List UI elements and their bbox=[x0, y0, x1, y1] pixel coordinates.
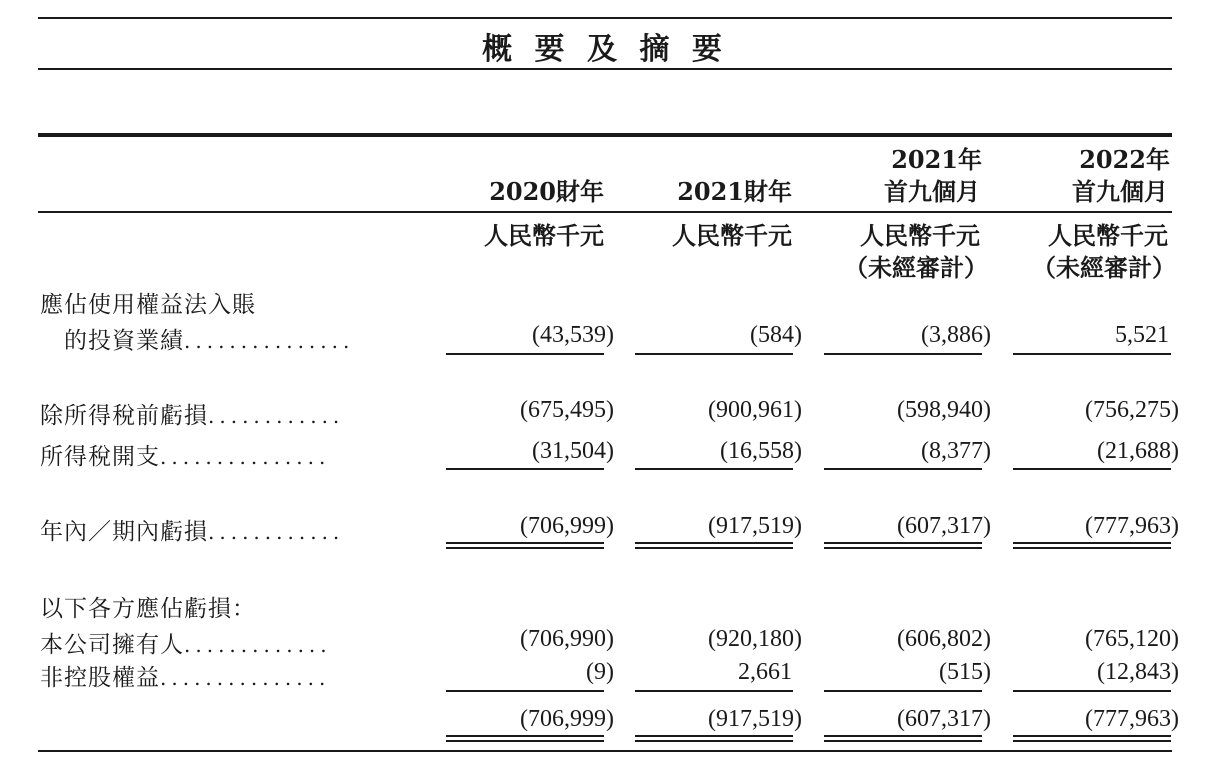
col-2-unit: 人民幣千元 bbox=[672, 221, 792, 250]
subtotal-rule bbox=[446, 690, 604, 692]
double-rule-bottom bbox=[446, 547, 604, 549]
row-label-equity-method-line2 bbox=[64, 322, 354, 355]
cell-owners-2020: (706,990) bbox=[520, 626, 614, 652]
cell-equity-2020: (43,539) bbox=[532, 322, 614, 348]
cell-owners-9m2021: (606,802) bbox=[897, 626, 991, 652]
double-rule-top bbox=[446, 542, 604, 544]
row-label-equity-method-line1: 應佔使用權益法入賬 bbox=[40, 292, 256, 318]
cell-equity-9m2021: (3,886) bbox=[921, 322, 991, 348]
cell-equity-2021: (584) bbox=[750, 322, 802, 348]
col-4-note: （未經審計） bbox=[1032, 253, 1176, 282]
subtotal-rule bbox=[824, 353, 982, 355]
subtotal-rule bbox=[446, 353, 604, 355]
row-label-income-tax bbox=[40, 438, 330, 471]
cell-nci-2020: (9) bbox=[586, 659, 614, 685]
col-4-year: 2022年 bbox=[1079, 145, 1170, 174]
col-3-period: 首九個月 bbox=[884, 177, 980, 206]
col-1-period: 2020財年 bbox=[489, 177, 604, 206]
cell-owners-9m2022: (765,120) bbox=[1085, 626, 1179, 652]
double-rule-bottom bbox=[1013, 547, 1171, 549]
cell-total-2020: (706,999) bbox=[520, 706, 614, 732]
double-rule-bottom bbox=[824, 740, 982, 742]
cell-equity-9m2022: 5,521 bbox=[1115, 322, 1169, 348]
title-underline bbox=[38, 68, 1172, 70]
col-3-unit: 人民幣千元 bbox=[860, 221, 980, 250]
col-4-period: 首九個月 bbox=[1072, 177, 1168, 206]
cell-loss-2020: (706,999) bbox=[520, 513, 614, 539]
table-bottom-rule bbox=[38, 750, 1172, 752]
double-rule-bottom bbox=[1013, 740, 1171, 742]
leader-dots: ............ bbox=[208, 520, 345, 544]
leader-dots: ............ bbox=[208, 404, 345, 428]
row-label-equity-method-text: 的投資業績 bbox=[64, 328, 184, 354]
cell-loss-9m2021: (607,317) bbox=[897, 513, 991, 539]
page-title: 概 要 及 摘 要 bbox=[482, 32, 728, 67]
cell-lbt-9m2021: (598,940) bbox=[897, 397, 991, 423]
subtotal-rule bbox=[635, 690, 793, 692]
col-1-unit: 人民幣千元 bbox=[484, 221, 604, 250]
cell-tax-2020: (31,504) bbox=[532, 438, 614, 464]
row-label-nci bbox=[40, 659, 330, 692]
table-top-rule bbox=[38, 133, 1172, 137]
double-rule-bottom bbox=[635, 740, 793, 742]
double-rule-top bbox=[824, 542, 982, 544]
cell-tax-9m2021: (8,377) bbox=[921, 438, 991, 464]
top-rule bbox=[38, 17, 1172, 19]
double-rule-top bbox=[1013, 735, 1171, 737]
cell-nci-2021: 2,661 bbox=[738, 659, 792, 685]
row-label-loss-for-period-text: 年內／期內虧損 bbox=[40, 519, 208, 545]
cell-lbt-2020: (675,495) bbox=[520, 397, 614, 423]
leader-dots: ............... bbox=[184, 329, 355, 353]
double-rule-top bbox=[824, 735, 982, 737]
subtotal-rule bbox=[1013, 468, 1171, 470]
subtotal-rule bbox=[824, 690, 982, 692]
row-label-owners-text: 本公司擁有人 bbox=[40, 632, 184, 658]
cell-total-9m2022: (777,963) bbox=[1085, 706, 1179, 732]
cell-total-9m2021: (607,317) bbox=[897, 706, 991, 732]
cell-tax-9m2022: (21,688) bbox=[1097, 438, 1179, 464]
subtotal-rule bbox=[635, 353, 793, 355]
cell-tax-2021: (16,558) bbox=[720, 438, 802, 464]
double-rule-bottom bbox=[824, 547, 982, 549]
subtotal-rule bbox=[1013, 690, 1171, 692]
cell-loss-9m2022: (777,963) bbox=[1085, 513, 1179, 539]
subtotal-rule bbox=[635, 468, 793, 470]
cell-nci-9m2022: (12,843) bbox=[1097, 659, 1179, 685]
col-2-period: 2021財年 bbox=[677, 177, 792, 206]
double-rule-top bbox=[635, 542, 793, 544]
cell-total-2021: (917,519) bbox=[708, 706, 802, 732]
subtotal-rule bbox=[824, 468, 982, 470]
double-rule-top bbox=[1013, 542, 1171, 544]
leader-dots: ............... bbox=[160, 666, 331, 690]
col-3-year: 2021年 bbox=[891, 145, 982, 174]
subtotal-rule bbox=[1013, 353, 1171, 355]
double-rule-top bbox=[635, 735, 793, 737]
col-4-unit: 人民幣千元 bbox=[1048, 221, 1168, 250]
cell-nci-9m2021: (515) bbox=[939, 659, 991, 685]
row-label-loss-for-period bbox=[40, 513, 344, 546]
double-rule-bottom bbox=[635, 547, 793, 549]
cell-lbt-2021: (900,961) bbox=[708, 397, 802, 423]
cell-owners-2021: (920,180) bbox=[708, 626, 802, 652]
row-label-loss-before-tax bbox=[40, 397, 344, 430]
subtotal-rule bbox=[446, 468, 604, 470]
cell-loss-2021: (917,519) bbox=[708, 513, 802, 539]
header-rule bbox=[38, 211, 1172, 213]
row-label-attributable-heading: 以下各方應佔虧損： bbox=[40, 596, 256, 622]
row-label-income-tax-text: 所得稅開支 bbox=[40, 444, 160, 470]
double-rule-bottom bbox=[446, 740, 604, 742]
row-label-loss-before-tax-text: 除所得稅前虧損 bbox=[40, 403, 208, 429]
row-label-nci-text: 非控股權益 bbox=[40, 665, 160, 691]
leader-dots: ............... bbox=[160, 445, 331, 469]
cell-lbt-9m2022: (756,275) bbox=[1085, 397, 1179, 423]
col-3-note: （未經審計） bbox=[844, 253, 988, 282]
leader-dots: ............. bbox=[184, 633, 332, 657]
row-label-owners bbox=[40, 626, 332, 659]
double-rule-top bbox=[446, 735, 604, 737]
